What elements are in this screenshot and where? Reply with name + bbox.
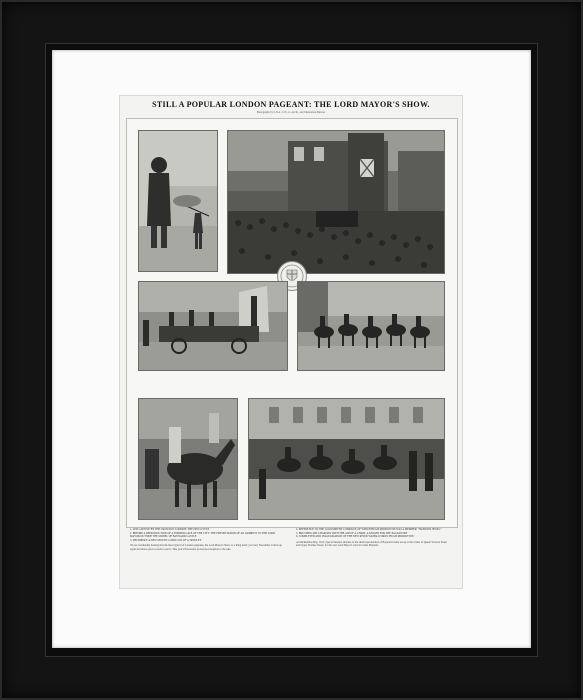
caption-item: 4. REFERENCE TO THE GOLDSMITHS' COMPANY, OF WHICH HUGH MIDDLETON WAS A MEMBER: "MONDON JEWEL"	[296, 528, 442, 531]
caption-column-right	[296, 528, 450, 584]
caption-item: 5. BRUSHING HIS CHARGER WITH THE AID OF A CHAIR: A KNIGHT FOR THE PAGEANTRY	[296, 531, 408, 535]
newspaper-page	[120, 96, 462, 588]
photo-castle-crowd	[227, 130, 445, 274]
photo-knight-horse	[138, 398, 238, 520]
caption-body-text: We are continually hearing that the most typical of London pageants, the Lord Mayor's Show, is a thing dead; yet every November it turns up again and draws great crowds to see it. This year's Procession proved no exception to the rule.	[130, 544, 282, 551]
caption-column-left	[130, 528, 284, 584]
caption-item: 6. COMPLETED AND INAUGURATION OF THE NEW RIVER WATER-WORKS: HUGH MIDDLETON	[296, 535, 414, 539]
photo-horse-procession	[297, 281, 445, 371]
caption-item: 3. DECIDEDLY A NEW MOUNT: LORD COX OF A TROLLEY	[130, 538, 202, 542]
caption-body-text: on Michaelmas Day, 1613. Special interest attaches to the small reproduction of Baynard Castle set up at the corner of Queen Victoria Street and Upper Thames Street; for the new Lord Mayor's ward is Castle Baynard.	[296, 540, 447, 548]
photo-giant-figure	[138, 130, 218, 272]
caption-item: 2. BEFORE A REPRODUCTION OF A FORMER GATE OF THE CITY: THE PRESENTATION OF AN ADDRESS TO THE LORD MAYOR OUTSIDE THE MODEL OF BAYNARD CASTLE	[130, 531, 276, 539]
photo-carriage	[138, 281, 288, 371]
caption-item: 1. LED CAPTIVE BY THE CROWD IN LONDON: THE NEW GYVES	[130, 528, 210, 531]
caption-block	[130, 528, 452, 584]
photo-street-procession	[248, 398, 445, 520]
photo-credit: Photographs by L.N.A., C.N., G. and K., and Illustrations Bureau.	[256, 111, 326, 114]
page-title: STILL A POPULAR LONDON PAGEANT: THE LORD MAYOR'S SHOW.	[152, 100, 430, 109]
